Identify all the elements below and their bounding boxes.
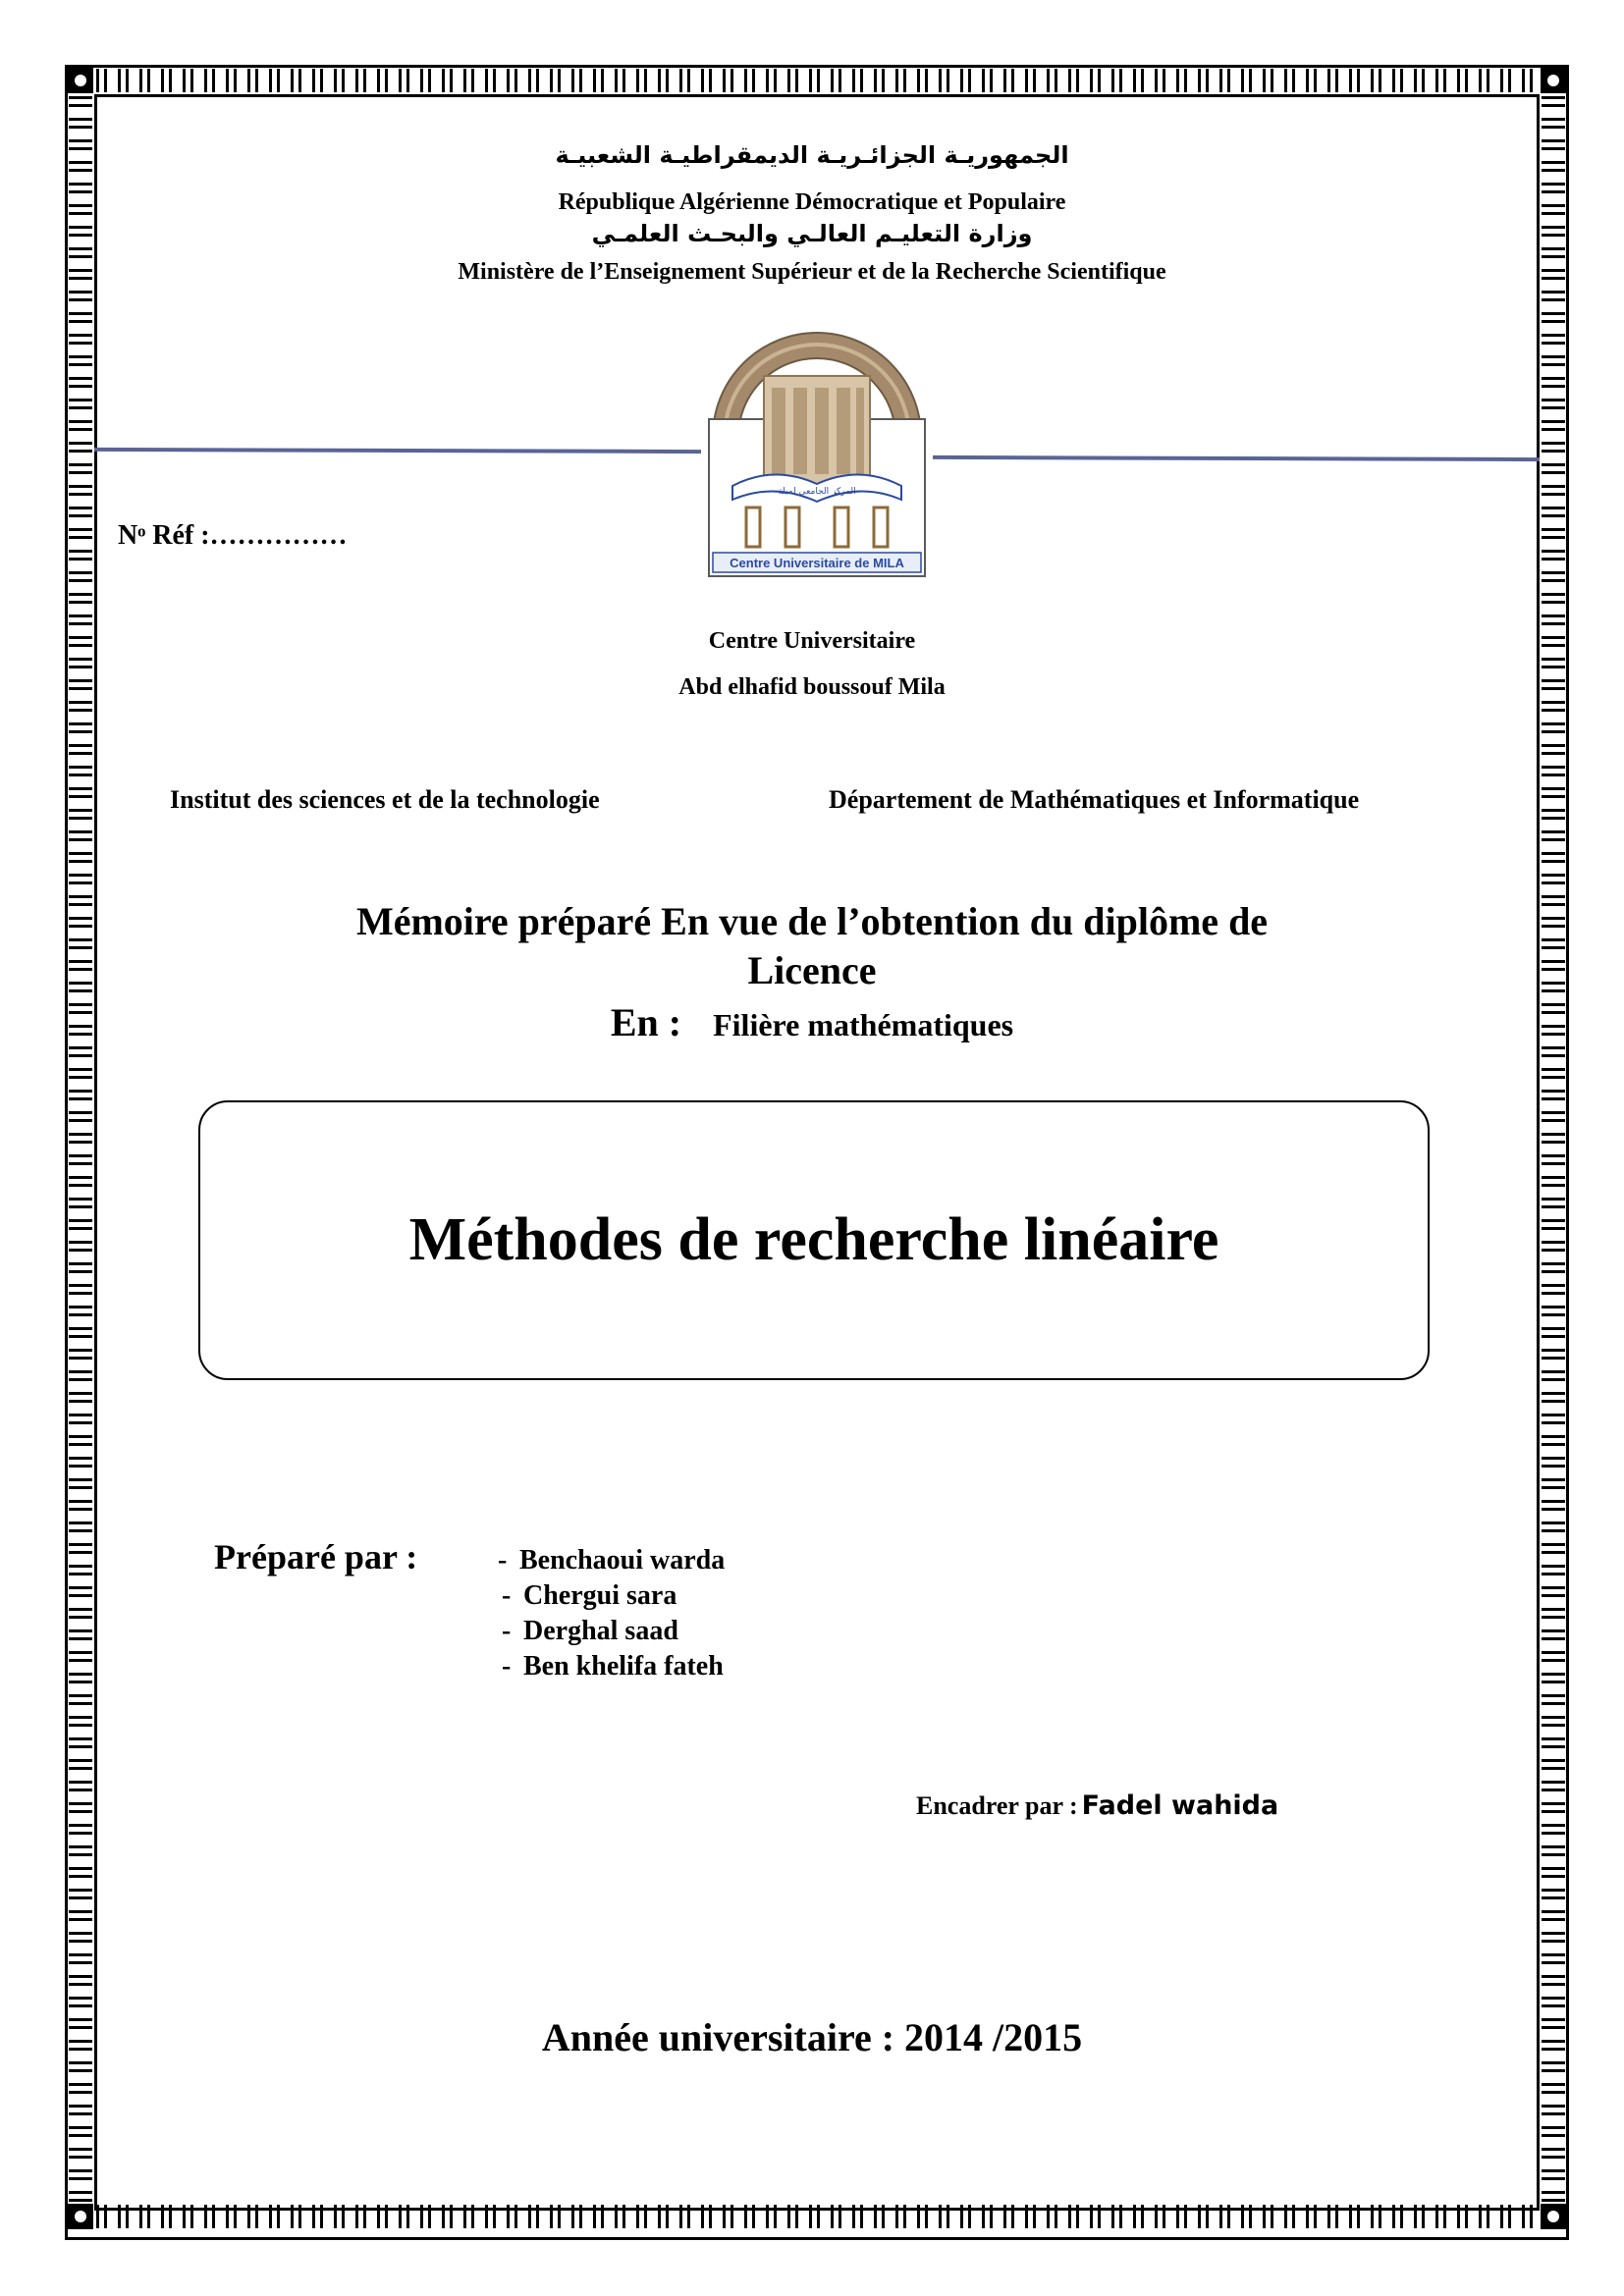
author-item: - Benchaoui warda (498, 1545, 726, 1575)
thesis-title-box (198, 1100, 1430, 1380)
ministry-french: Ministère de l’Enseignement Supérieur et de la Recherche Scientifique (458, 259, 1166, 285)
frame-corner-ornament (68, 2204, 93, 2229)
thesis-title: Méthodes de recherche linéaire (408, 1206, 1219, 1273)
reference-number: Nᵒ Réf :…………… (118, 520, 348, 551)
author-list (498, 1543, 725, 1684)
author-item: - Ben khelifa fateh (502, 1651, 724, 1682)
logo-banner-text: المركز الجامعي لميلة (778, 487, 856, 497)
field-value: Filière mathématiques (713, 1007, 1014, 1042)
ministry-arabic: وزارة التعليـم العالـي والبحـث العلمـي (591, 220, 1033, 247)
supervisor-name: Fadel wahida (1081, 1790, 1279, 1821)
logo-caption: Centre Universitaire de MILA (730, 556, 904, 570)
author-item: - Chergui sara (502, 1580, 677, 1611)
frame-corner-ornament (1541, 2204, 1566, 2229)
field-label: En : (610, 1000, 682, 1044)
academic-year: Année universitaire : 2014 /2015 (541, 2015, 1083, 2059)
diploma-field (0, 999, 1624, 1045)
prepared-by-label: Préparé par : (214, 1537, 418, 1576)
republic-french: République Algérienne Démocratique et Populaire (558, 189, 1066, 215)
author-item: - Derghal saad (502, 1616, 678, 1646)
diploma-statement: Mémoire préparé En vue de l’obtention du diplôme de (355, 899, 1269, 943)
frame-corner-ornament (68, 68, 93, 93)
supervisor-label: Encadrer par : (916, 1791, 1078, 1820)
frame-corner-ornament (1541, 68, 1566, 93)
university-logo (703, 329, 931, 579)
university-name: Centre Universitaire (708, 628, 916, 654)
diploma-level: Licence (747, 948, 877, 992)
supervisor-line (916, 1790, 1278, 1821)
department-name: Département de Mathématiques et Informatique (829, 785, 1360, 814)
university-location: Abd elhafid boussouf Mila (678, 674, 946, 700)
republic-arabic: الجمهوريـة الجزائـريـة الديمقراطيـة الشعبيـة (555, 141, 1069, 169)
university-logo-graphic (703, 329, 931, 579)
institute-name: Institut des sciences et de la technologie (170, 785, 600, 814)
